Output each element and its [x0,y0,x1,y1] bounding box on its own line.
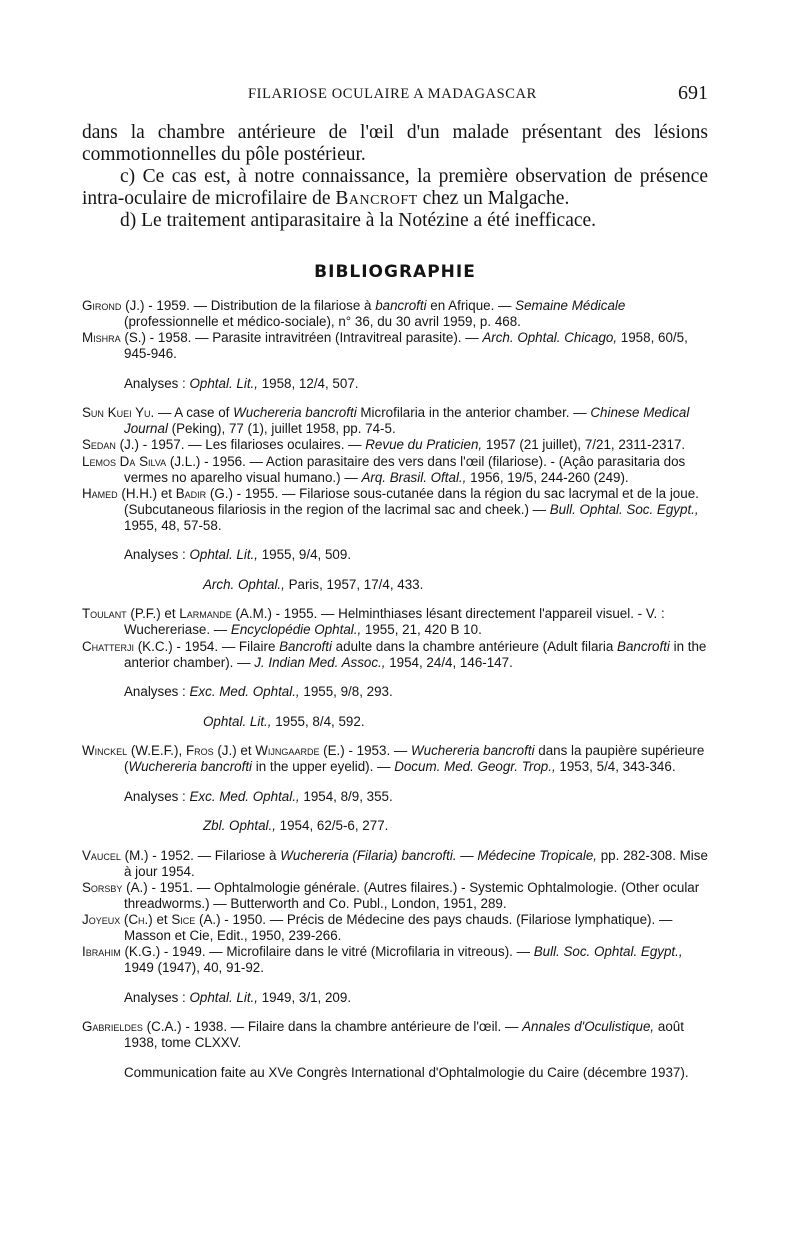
text: 1958, 12/4, 507. [257,375,359,391]
author-name: Sun Kuei Yu. [82,405,155,421]
text: d) Le traitement antiparasitaire à la Notézine a été inefficace. [120,210,597,231]
journal-title: Ophtal. Lit., [189,989,258,1005]
text: Analyses : [124,375,190,391]
text: - 1955. — Helminthiases lésant directement l'appareil visuel. - V. : Wuchereriase. — [124,606,665,638]
page-header [82,82,708,110]
bibliography-title: BIBLIOGRAPHIE [314,262,476,282]
italic-text: Docum. Med. Geogr. Trop., [394,759,556,775]
analyses-line [82,990,708,1006]
italic-text: Wuchereria (Filaria) bancrofti. [280,847,457,863]
text: — A case of [154,405,234,421]
italic-text: Wuchereria bancrofti [128,759,253,775]
text: 1949, 3/1, 209. [257,989,352,1005]
italic-text: bancrofti [375,298,427,313]
body-text [82,122,708,232]
italic-text: Bancrofti [617,638,670,654]
text: 1958, 60/5, 945-946. [124,330,688,362]
text: Communication faite au XV [124,1064,286,1080]
text: - 1938. — Filaire dans la chambre antérieure de l'œil. — [181,1019,523,1035]
text: - 1958. — Parasite intravitréen (Intravitreal parasite). — [145,330,483,346]
italic-text: Wuchereria bancrofti [411,743,535,759]
text: et [236,743,256,759]
reference-entry [82,1019,708,1051]
paragraph [82,122,708,166]
reference-entry [82,486,708,534]
text: 1955, 9/4, 509. [257,547,352,563]
reference-entry [82,944,708,976]
text: Analyses : [124,684,190,700]
text: , [178,743,186,759]
text: — [456,847,478,863]
text: en Afrique. — [426,298,516,313]
text: chez un Malgache. [417,188,570,209]
author-name: Lemos Da Silva (J.L.) [82,453,201,469]
journal-title: Ophtal. Lit., [189,547,258,563]
italic-text: Revue du Praticien, [365,437,483,453]
italic-text: Médecine Tropicale, [477,847,598,863]
italic-text: Wuchereria bancrofti [233,405,357,421]
text: et [152,912,172,928]
paragraph [82,166,708,210]
author-name: Sedan (J.) [82,437,139,453]
journal-title: Arch. Ophtal., [203,576,285,592]
author-name: Toulant (P.F.) [82,606,161,622]
author-name: Sorsby (A.) [82,879,148,895]
bibliography-list [82,298,708,1081]
italic-text: Arch. Ophtal. Chicago, [482,330,618,346]
running-title: FILARIOSE OCULAIRE A MADAGASCAR [248,86,537,102]
text: - 1953. — [344,743,411,759]
text: - 1957. — Les filarioses oculaires. — [139,437,366,453]
author-name: Vaucel (M.) [82,847,149,863]
text: 1955, 21, 420 B 10. [361,622,482,638]
analyses-line [82,577,708,593]
text: Paris, 1957, 17/4, 433. [284,576,424,592]
text: 1949 (1947), 40, 91-92. [124,960,264,976]
reference-entry [82,405,708,437]
analyses-line [82,684,708,700]
journal-title: Exc. Med. Ophtal., [189,684,300,700]
text: 1957 (21 juillet), 7/21, 2311-2317. [482,437,686,453]
text: - 1951. — Ophtalmologie générale. (Autres filaires.) - Systemic Ophtalmologie. (Other ocular threadworms.) — Butterworth and Co. Publ., London, 1951, 289. [124,879,700,911]
text: 1953, 5/4, 343-346. [555,759,676,775]
italic-text: Annales d'Oculistique, [522,1019,655,1035]
italic-text: Bancrofti [279,638,332,654]
text: dans la paupière supérieure ( [124,743,705,775]
text: Microfilaria in the anterior chamber. — [356,405,591,421]
reference-entry [82,330,708,362]
author-name: Wijngaarde (E.) [255,743,345,759]
text: Analyses : [124,547,190,563]
text: in the upper eyelid). — [252,759,395,775]
text: - 1952. — Filariose à [148,847,281,863]
reference-entry [82,743,708,775]
analyses-line [82,376,708,392]
italic-text: J. Indian Med. Assoc., [254,654,386,670]
journal-title: Ophtal. Lit., [203,713,272,729]
text: Analyses : [124,788,190,804]
author-name: Larmande (A.M.) [179,606,272,622]
italic-text: Chinese Medical Journal [124,405,690,437]
reference-entry [82,848,708,880]
author-name: Gabrieldes (C.A.) [82,1019,182,1035]
analyses-line [82,1065,708,1081]
author-name: Sice (A.) [171,912,221,928]
text: - 1959. — Distribution de la filariose à [144,298,376,313]
analyses-line [82,547,708,563]
reference-entry [82,454,708,486]
text: pp. 282-308. Mise à jour 1954. [124,847,708,879]
text: 1955, 9/8, 293. [299,684,393,700]
author-name: Hamed (H.H.) [82,485,158,501]
reference-entry [82,639,708,671]
italic-text: Bull. Soc. Ophtal. Egypt., [533,944,683,960]
text: et [160,606,180,622]
italic-text: Arq. Brasil. Oftal., [361,469,467,485]
text: in the anterior chamber). — [124,638,707,670]
author-name: Chatterji (K.C.) [82,638,173,654]
author-name: Joyeux (Ch.) [82,912,153,928]
text: - 1955. — Filariose sous-cutanée dans la région du sac lacrymal et de la joue. (Subcutaneous filariosis in the region of the lacrimal sac and cheek.) — [124,485,699,517]
text: - 1950. — Précis de Médecine des pays chauds. (Filariose lymphatique). — Masson et Cie, Edit., 1950, 239-266. [124,912,673,944]
text: - 1949. — Microfilaire dans le vitré (Microfilaria in vitreous). — [160,944,534,960]
italic-text: Semaine Médicale [515,298,626,313]
text: (Peking), 77 (1), juillet 1958, pp. 74-5. [167,421,396,437]
italic-text: Encyclopédie Ophtal., [230,622,362,638]
reference-entry [82,880,708,912]
text: 1954, 24/4, 146-147. [385,654,513,670]
author-name: Girond (J.) [82,298,145,313]
text: - 1954. — Filaire [172,638,280,654]
page [82,82,708,1094]
reference-entry [82,606,708,638]
author-name: Ibrahim (K.G.) [82,944,161,960]
author-name: Winckel (W.E.F.) [82,743,179,759]
journal-title: Ophtal. Lit., [189,375,258,391]
author-name: Bancroft [335,188,418,209]
author-name: Badir (G.) [175,485,233,501]
analyses-line [82,789,708,805]
text: et [157,485,176,501]
page-number: 691 [678,82,708,104]
reference-entry [82,437,708,453]
text: - 1956. — Action parasitaire des vers dans l'œil (filariose). - (Açâo parasitaria dos vermes no aparelho visual humano.) — [124,453,686,485]
text: c) Ce cas est, à notre connaissance, la première observation de présence intra-oculaire de microfilaire de [82,166,708,209]
text: adulte dans la chambre antérieure (Adult filaria [331,638,618,654]
text: Analyses : [124,989,190,1005]
journal-title: Zbl. Ophtal., [203,818,276,834]
text: 1954, 8/9, 355. [299,788,393,804]
author-name: Fros (J.) [185,743,237,759]
author-name: Mishra (S.) [82,330,146,346]
text: (professionnelle et médico-sociale), n° 36, du 30 avril 1959, p. 468. [124,314,521,330]
text: 1955, 8/4, 592. [271,713,365,729]
italic-text: Bull. Ophtal. Soc. Egypt., [549,501,699,517]
analyses-line [82,818,708,834]
text: e Congrès International d'Ophtalmologie du Caire (décembre 1937). [285,1064,689,1080]
paragraph [82,210,708,232]
text: 1954, 62/5-6, 277. [275,818,389,834]
reference-entry [82,912,708,944]
analyses-line [82,714,708,730]
text: 1955, 48, 57-58. [124,517,222,533]
text: dans la chambre antérieure de l'œil d'un malade présentant des lésions commotionnelles du pôle postérieur. [82,122,708,165]
text: 1956, 19/5, 244-260 (249). [466,469,629,485]
reference-entry [82,298,708,330]
text: août 1938, tome CLXXV. [124,1019,684,1051]
journal-title: Exc. Med. Ophtal., [189,788,300,804]
